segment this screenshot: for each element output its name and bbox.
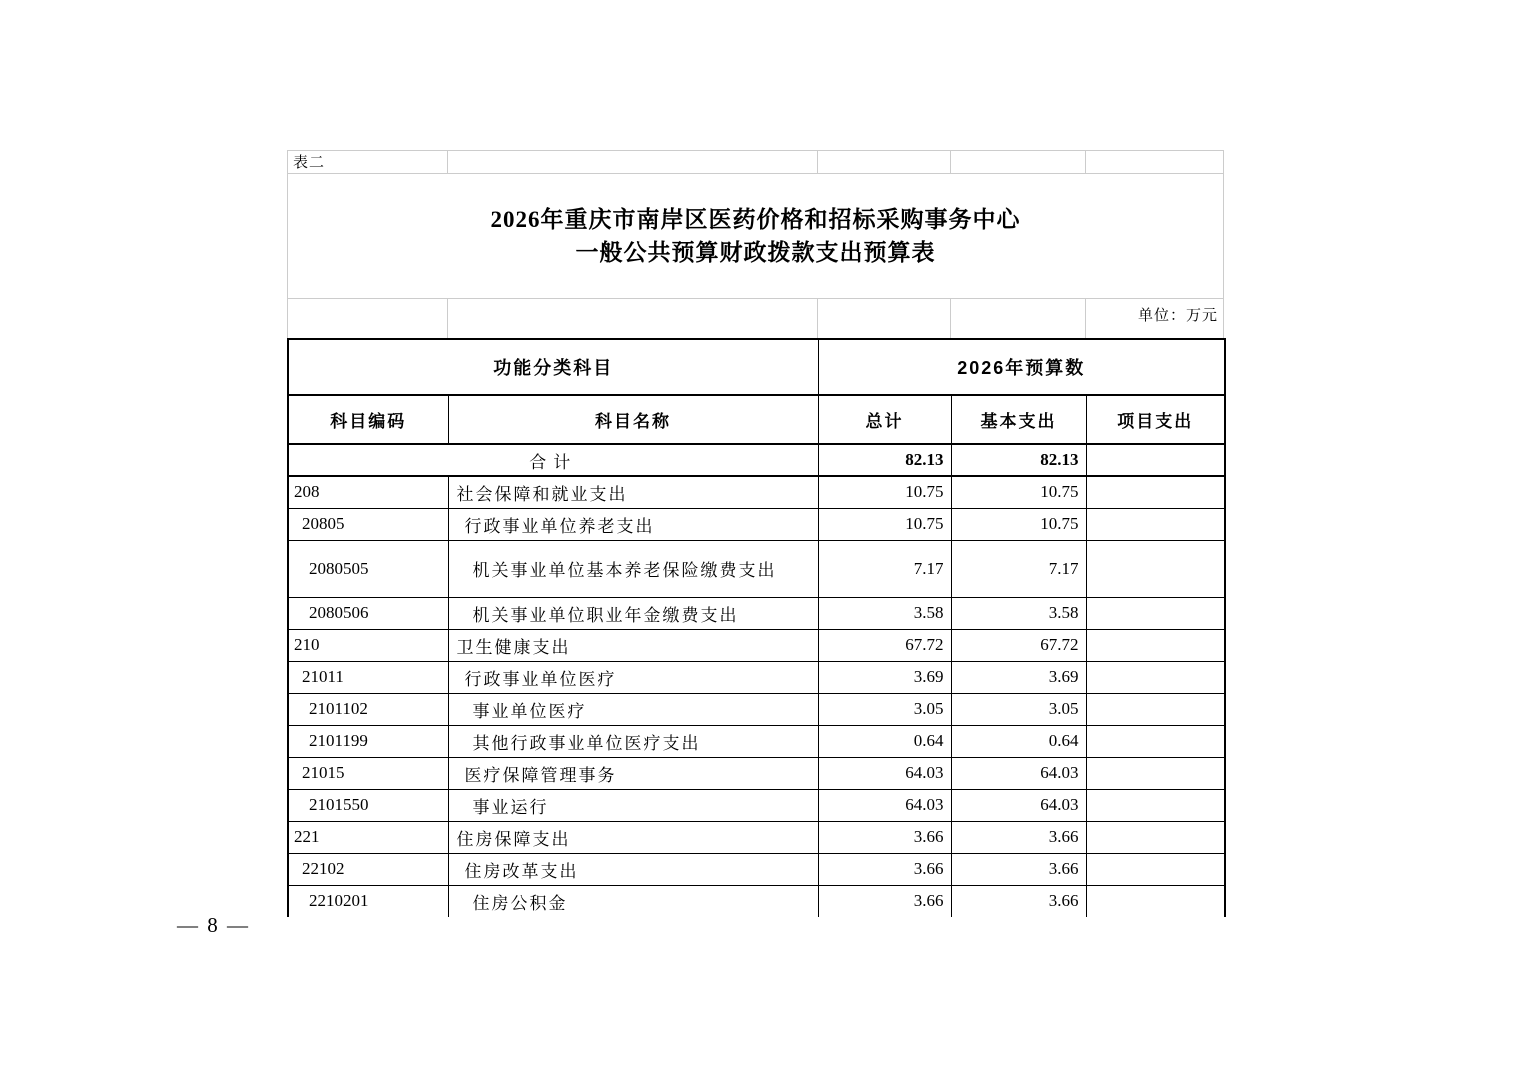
cell-name: 卫生健康支出 [448, 629, 818, 661]
table-row [288, 629, 1225, 661]
cell-project [1086, 476, 1225, 508]
cell-code: 21015 [288, 757, 448, 789]
table-row [288, 597, 1225, 629]
header-budget-2026: 2026年预算数 [818, 339, 1225, 395]
header-subject-name: 科目名称 [448, 395, 818, 444]
cell-basic: 3.69 [951, 661, 1086, 693]
cell-project [1086, 789, 1225, 821]
cell-name: 社会保障和就业支出 [448, 476, 818, 508]
cell-code: 2101199 [288, 725, 448, 757]
cell-name: 行政事业单位养老支出 [448, 508, 818, 540]
cell-code: 2080506 [288, 597, 448, 629]
cell-basic: 10.75 [951, 476, 1086, 508]
cell-project [1086, 508, 1225, 540]
cell-code: 2210201 [288, 885, 448, 917]
budget-table [287, 338, 1226, 917]
cell-name: 机关事业单位基本养老保险缴费支出 [448, 540, 818, 597]
cell-name: 事业运行 [448, 789, 818, 821]
document-title-line1: 2026年重庆市南岸区医药价格和招标采购事务中心 [490, 207, 1021, 232]
table-row [288, 693, 1225, 725]
table-row [288, 789, 1225, 821]
cell-basic: 64.03 [951, 789, 1086, 821]
cell-project [1086, 629, 1225, 661]
table-row [288, 476, 1225, 508]
cell-total: 0.64 [818, 725, 951, 757]
table-row [288, 725, 1225, 757]
cell-basic: 3.05 [951, 693, 1086, 725]
table-row [288, 757, 1225, 789]
table-row [288, 540, 1225, 597]
header-basic-expenditure: 基本支出 [951, 395, 1086, 444]
table-row [288, 508, 1225, 540]
header-project-expenditure: 项目支出 [1086, 395, 1225, 444]
cell-code: 2101102 [288, 693, 448, 725]
table-row [288, 661, 1225, 693]
sheet-label: 表二 [293, 155, 326, 171]
cell-code: 21011 [288, 661, 448, 693]
cell-project [1086, 661, 1225, 693]
cell-total: 64.03 [818, 789, 951, 821]
cell-project [1086, 885, 1225, 917]
cell-code: 22102 [288, 853, 448, 885]
cell-basic: 3.66 [951, 821, 1086, 853]
header-subject-code: 科目编码 [288, 395, 448, 444]
cell-name: 医疗保障管理事务 [448, 757, 818, 789]
table-row [288, 853, 1225, 885]
table-row [288, 821, 1225, 853]
cell-project [1086, 725, 1225, 757]
cell-project [1086, 853, 1225, 885]
table-row [288, 885, 1225, 917]
cell-total: 10.75 [818, 508, 951, 540]
cell-code: 2080505 [288, 540, 448, 597]
cell-basic: 3.66 [951, 853, 1086, 885]
cell-project [1086, 757, 1225, 789]
table-header-groups [288, 339, 1225, 395]
cell-code: 221 [288, 821, 448, 853]
cell-project [1086, 540, 1225, 597]
cell-total: 3.69 [818, 661, 951, 693]
cell-name: 住房改革支出 [448, 853, 818, 885]
cell-total: 3.66 [818, 885, 951, 917]
cell-project [1086, 597, 1225, 629]
cell-project [1086, 693, 1225, 725]
page-number: — 8 — [177, 913, 250, 937]
table-header-columns [288, 395, 1225, 444]
cell-total: 3.66 [818, 821, 951, 853]
cell-name: 事业单位医疗 [448, 693, 818, 725]
cell-total: 3.66 [818, 853, 951, 885]
cell-code: 20805 [288, 508, 448, 540]
cell-name: 住房公积金 [448, 885, 818, 917]
document-title-line2: 一般公共预算财政拨款支出预算表 [575, 240, 936, 265]
cell-total: 82.13 [818, 444, 951, 476]
cell-basic: 3.66 [951, 885, 1086, 917]
cell-basic: 10.75 [951, 508, 1086, 540]
cell-name: 机关事业单位职业年金缴费支出 [448, 597, 818, 629]
cell-project [1086, 444, 1225, 476]
unit-note: 单位：万元 [1137, 308, 1218, 324]
cell-name: 住房保障支出 [448, 821, 818, 853]
cell-code: 2101550 [288, 789, 448, 821]
cell-code: 210 [288, 629, 448, 661]
total-label: 合计 [288, 444, 818, 476]
cell-code: 208 [288, 476, 448, 508]
cell-total: 67.72 [818, 629, 951, 661]
cell-basic: 7.17 [951, 540, 1086, 597]
cell-name: 行政事业单位医疗 [448, 661, 818, 693]
cell-basic: 82.13 [951, 444, 1086, 476]
cell-total: 10.75 [818, 476, 951, 508]
table-row-total [288, 444, 1225, 476]
cell-basic: 3.58 [951, 597, 1086, 629]
cell-basic: 67.72 [951, 629, 1086, 661]
cell-total: 3.58 [818, 597, 951, 629]
cell-basic: 64.03 [951, 757, 1086, 789]
cell-name: 其他行政事业单位医疗支出 [448, 725, 818, 757]
header-function-category: 功能分类科目 [288, 339, 818, 395]
document-title [287, 203, 1224, 269]
cell-basic: 0.64 [951, 725, 1086, 757]
header-total: 总计 [818, 395, 951, 444]
cell-total: 7.17 [818, 540, 951, 597]
cell-total: 64.03 [818, 757, 951, 789]
cell-total: 3.05 [818, 693, 951, 725]
cell-project [1086, 821, 1225, 853]
